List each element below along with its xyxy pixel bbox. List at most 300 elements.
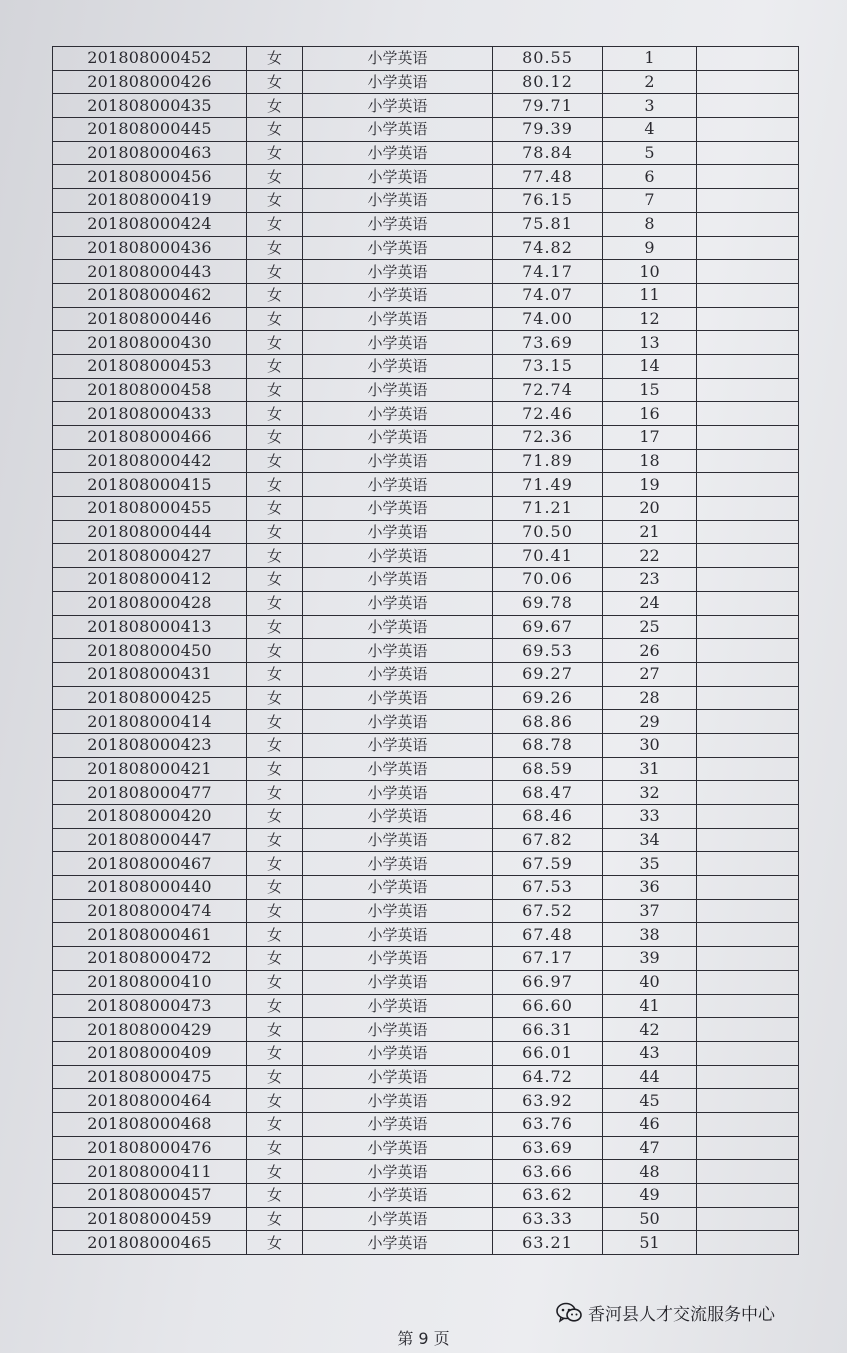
table-row [53, 544, 799, 568]
table-row [53, 568, 799, 592]
score-cell: 70.50 [493, 520, 603, 544]
table-row [53, 757, 799, 781]
remark-cell [697, 354, 799, 378]
table-row [53, 994, 799, 1018]
subject-cell: 小学英语 [303, 118, 493, 142]
subject-cell: 小学英语 [303, 994, 493, 1018]
table-row [53, 852, 799, 876]
score-cell: 74.00 [493, 307, 603, 331]
subject-cell: 小学英语 [303, 189, 493, 213]
rank-cell: 6 [603, 165, 697, 189]
rank-cell: 7 [603, 189, 697, 213]
gender-cell: 女 [247, 781, 303, 805]
rank-cell: 17 [603, 426, 697, 450]
candidate-id-cell: 201808000447 [53, 828, 247, 852]
subject-cell: 小学英语 [303, 1041, 493, 1065]
candidate-id-cell: 201808000463 [53, 141, 247, 165]
rank-cell: 11 [603, 283, 697, 307]
candidate-id-cell: 201808000465 [53, 1231, 247, 1255]
gender-cell: 女 [247, 876, 303, 900]
remark-cell [697, 1065, 799, 1089]
subject-cell: 小学英语 [303, 378, 493, 402]
gender-cell: 女 [247, 378, 303, 402]
table-row [53, 1041, 799, 1065]
subject-cell: 小学英语 [303, 354, 493, 378]
gender-cell: 女 [247, 1112, 303, 1136]
score-cell: 67.53 [493, 876, 603, 900]
remark-cell [697, 686, 799, 710]
table-row [53, 70, 799, 94]
remark-cell [697, 260, 799, 284]
table-row [53, 497, 799, 521]
rank-cell: 40 [603, 970, 697, 994]
candidate-id-cell: 201808000468 [53, 1112, 247, 1136]
table-row [53, 591, 799, 615]
subject-cell: 小学英语 [303, 970, 493, 994]
candidate-id-cell: 201808000472 [53, 947, 247, 971]
gender-cell: 女 [247, 615, 303, 639]
table-row [53, 1136, 799, 1160]
table-row [53, 354, 799, 378]
table-row [53, 662, 799, 686]
remark-cell [697, 615, 799, 639]
remark-cell [697, 1184, 799, 1208]
table-row [53, 378, 799, 402]
score-cell: 78.84 [493, 141, 603, 165]
gender-cell: 女 [247, 94, 303, 118]
gender-cell: 女 [247, 710, 303, 734]
rank-cell: 1 [603, 47, 697, 71]
remark-cell [697, 94, 799, 118]
table-row [53, 426, 799, 450]
remark-cell [697, 70, 799, 94]
gender-cell: 女 [247, 805, 303, 829]
score-cell: 71.89 [493, 449, 603, 473]
subject-cell: 小学英语 [303, 165, 493, 189]
remark-cell [697, 497, 799, 521]
table-row [53, 449, 799, 473]
rank-cell: 47 [603, 1136, 697, 1160]
remark-cell [697, 47, 799, 71]
table-row [53, 118, 799, 142]
gender-cell: 女 [247, 212, 303, 236]
remark-cell [697, 876, 799, 900]
gender-cell: 女 [247, 544, 303, 568]
rank-cell: 24 [603, 591, 697, 615]
gender-cell: 女 [247, 354, 303, 378]
rank-cell: 41 [603, 994, 697, 1018]
subject-cell: 小学英语 [303, 402, 493, 426]
candidate-id-cell: 201808000474 [53, 899, 247, 923]
gender-cell: 女 [247, 283, 303, 307]
rank-cell: 16 [603, 402, 697, 426]
subject-cell: 小学英语 [303, 710, 493, 734]
candidate-id-cell: 201808000426 [53, 70, 247, 94]
subject-cell: 小学英语 [303, 1112, 493, 1136]
candidate-id-cell: 201808000412 [53, 568, 247, 592]
rank-cell: 3 [603, 94, 697, 118]
remark-cell [697, 591, 799, 615]
gender-cell: 女 [247, 1231, 303, 1255]
table-row [53, 212, 799, 236]
score-cell: 77.48 [493, 165, 603, 189]
remark-cell [697, 947, 799, 971]
table-row [53, 94, 799, 118]
subject-cell: 小学英语 [303, 307, 493, 331]
table-row [53, 473, 799, 497]
remark-cell [697, 805, 799, 829]
subject-cell: 小学英语 [303, 781, 493, 805]
rank-cell: 28 [603, 686, 697, 710]
rank-cell: 22 [603, 544, 697, 568]
remark-cell [697, 1089, 799, 1113]
score-cell: 69.67 [493, 615, 603, 639]
candidate-id-cell: 201808000467 [53, 852, 247, 876]
rank-cell: 30 [603, 733, 697, 757]
score-cell: 74.82 [493, 236, 603, 260]
subject-cell: 小学英语 [303, 520, 493, 544]
subject-cell: 小学英语 [303, 828, 493, 852]
remark-cell [697, 189, 799, 213]
table-row [53, 876, 799, 900]
gender-cell: 女 [247, 568, 303, 592]
gender-cell: 女 [247, 1018, 303, 1042]
remark-cell [697, 781, 799, 805]
gender-cell: 女 [247, 426, 303, 450]
page-number: 第 9 页 [397, 1329, 450, 1348]
subject-cell: 小学英语 [303, 1065, 493, 1089]
subject-cell: 小学英语 [303, 947, 493, 971]
rank-cell: 9 [603, 236, 697, 260]
subject-cell: 小学英语 [303, 1089, 493, 1113]
remark-cell [697, 520, 799, 544]
rank-cell: 18 [603, 449, 697, 473]
gender-cell: 女 [247, 70, 303, 94]
score-cell: 68.59 [493, 757, 603, 781]
score-cell: 69.26 [493, 686, 603, 710]
gender-cell: 女 [247, 662, 303, 686]
candidate-id-cell: 201808000413 [53, 615, 247, 639]
candidate-id-cell: 201808000427 [53, 544, 247, 568]
gender-cell: 女 [247, 189, 303, 213]
score-cell: 68.46 [493, 805, 603, 829]
candidate-id-cell: 201808000428 [53, 591, 247, 615]
score-cell: 72.46 [493, 402, 603, 426]
score-cell: 71.21 [493, 497, 603, 521]
rank-cell: 43 [603, 1041, 697, 1065]
subject-cell: 小学英语 [303, 1018, 493, 1042]
candidate-id-cell: 201808000436 [53, 236, 247, 260]
gender-cell: 女 [247, 331, 303, 355]
remark-cell [697, 1136, 799, 1160]
subject-cell: 小学英语 [303, 805, 493, 829]
remark-cell [697, 1207, 799, 1231]
remark-cell [697, 1160, 799, 1184]
candidate-id-cell: 201808000429 [53, 1018, 247, 1042]
rank-cell: 42 [603, 1018, 697, 1042]
candidate-id-cell: 201808000433 [53, 402, 247, 426]
score-cell: 66.60 [493, 994, 603, 1018]
gender-cell: 女 [247, 923, 303, 947]
gender-cell: 女 [247, 733, 303, 757]
remark-cell [697, 449, 799, 473]
table-row [53, 260, 799, 284]
score-cell: 73.15 [493, 354, 603, 378]
subject-cell: 小学英语 [303, 852, 493, 876]
score-cell: 68.86 [493, 710, 603, 734]
candidate-id-cell: 201808000415 [53, 473, 247, 497]
table-row [53, 686, 799, 710]
subject-cell: 小学英语 [303, 686, 493, 710]
subject-cell: 小学英语 [303, 47, 493, 71]
gender-cell: 女 [247, 141, 303, 165]
table-row [53, 1065, 799, 1089]
subject-cell: 小学英语 [303, 639, 493, 663]
rank-cell: 10 [603, 260, 697, 284]
subject-cell: 小学英语 [303, 331, 493, 355]
score-cell: 63.69 [493, 1136, 603, 1160]
rank-cell: 14 [603, 354, 697, 378]
rank-cell: 49 [603, 1184, 697, 1208]
score-cell: 69.27 [493, 662, 603, 686]
gender-cell: 女 [247, 639, 303, 663]
candidate-id-cell: 201808000453 [53, 354, 247, 378]
rank-cell: 46 [603, 1112, 697, 1136]
score-cell: 69.53 [493, 639, 603, 663]
subject-cell: 小学英语 [303, 1231, 493, 1255]
gender-cell: 女 [247, 260, 303, 284]
score-cell: 67.52 [493, 899, 603, 923]
subject-cell: 小学英语 [303, 94, 493, 118]
candidate-id-cell: 201808000476 [53, 1136, 247, 1160]
candidate-id-cell: 201808000462 [53, 283, 247, 307]
candidate-id-cell: 201808000440 [53, 876, 247, 900]
gender-cell: 女 [247, 165, 303, 189]
candidate-id-cell: 201808000464 [53, 1089, 247, 1113]
publisher-watermark [556, 1300, 775, 1325]
score-cell: 71.49 [493, 473, 603, 497]
gender-cell: 女 [247, 449, 303, 473]
rank-cell: 38 [603, 923, 697, 947]
score-cell: 66.97 [493, 970, 603, 994]
table-row [53, 1207, 799, 1231]
remark-cell [697, 568, 799, 592]
score-cell: 67.59 [493, 852, 603, 876]
remark-cell [697, 426, 799, 450]
subject-cell: 小学英语 [303, 876, 493, 900]
rank-cell: 31 [603, 757, 697, 781]
subject-cell: 小学英语 [303, 615, 493, 639]
remark-cell [697, 473, 799, 497]
table-row [53, 899, 799, 923]
score-cell: 67.48 [493, 923, 603, 947]
remark-cell [697, 307, 799, 331]
gender-cell: 女 [247, 1184, 303, 1208]
remark-cell [697, 757, 799, 781]
subject-cell: 小学英语 [303, 260, 493, 284]
table-row [53, 828, 799, 852]
subject-cell: 小学英语 [303, 568, 493, 592]
rank-cell: 39 [603, 947, 697, 971]
gender-cell: 女 [247, 686, 303, 710]
remark-cell [697, 378, 799, 402]
table-row [53, 236, 799, 260]
table-row [53, 639, 799, 663]
gender-cell: 女 [247, 307, 303, 331]
subject-cell: 小学英语 [303, 212, 493, 236]
gender-cell: 女 [247, 402, 303, 426]
score-cell: 73.69 [493, 331, 603, 355]
table-row [53, 283, 799, 307]
rank-cell: 36 [603, 876, 697, 900]
score-cell: 66.01 [493, 1041, 603, 1065]
rank-cell: 50 [603, 1207, 697, 1231]
gender-cell: 女 [247, 828, 303, 852]
score-cell: 68.47 [493, 781, 603, 805]
candidate-id-cell: 201808000457 [53, 1184, 247, 1208]
table-row [53, 1112, 799, 1136]
candidate-id-cell: 201808000425 [53, 686, 247, 710]
candidate-id-cell: 201808000410 [53, 970, 247, 994]
gender-cell: 女 [247, 1207, 303, 1231]
score-cell: 74.17 [493, 260, 603, 284]
candidate-id-cell: 201808000458 [53, 378, 247, 402]
remark-cell [697, 402, 799, 426]
candidate-id-cell: 201808000431 [53, 662, 247, 686]
table-row [53, 520, 799, 544]
gender-cell: 女 [247, 47, 303, 71]
remark-cell [697, 141, 799, 165]
remark-cell [697, 710, 799, 734]
score-cell: 74.07 [493, 283, 603, 307]
rank-cell: 33 [603, 805, 697, 829]
subject-cell: 小学英语 [303, 497, 493, 521]
score-cell: 72.36 [493, 426, 603, 450]
table-row [53, 165, 799, 189]
table-row [53, 141, 799, 165]
score-cell: 70.06 [493, 568, 603, 592]
rank-cell: 34 [603, 828, 697, 852]
table-row [53, 947, 799, 971]
table-row [53, 615, 799, 639]
score-cell: 63.92 [493, 1089, 603, 1113]
candidate-id-cell: 201808000456 [53, 165, 247, 189]
rank-cell: 51 [603, 1231, 697, 1255]
subject-cell: 小学英语 [303, 733, 493, 757]
score-cell: 66.31 [493, 1018, 603, 1042]
gender-cell: 女 [247, 118, 303, 142]
gender-cell: 女 [247, 970, 303, 994]
subject-cell: 小学英语 [303, 662, 493, 686]
score-cell: 80.12 [493, 70, 603, 94]
candidate-id-cell: 201808000477 [53, 781, 247, 805]
gender-cell: 女 [247, 1160, 303, 1184]
subject-cell: 小学英语 [303, 1136, 493, 1160]
score-cell: 76.15 [493, 189, 603, 213]
gender-cell: 女 [247, 852, 303, 876]
candidate-id-cell: 201808000421 [53, 757, 247, 781]
subject-cell: 小学英语 [303, 544, 493, 568]
candidate-id-cell: 201808000435 [53, 94, 247, 118]
rank-cell: 19 [603, 473, 697, 497]
candidate-id-cell: 201808000430 [53, 331, 247, 355]
table-row [53, 781, 799, 805]
rank-cell: 20 [603, 497, 697, 521]
remark-cell [697, 1112, 799, 1136]
remark-cell [697, 899, 799, 923]
table-row [53, 189, 799, 213]
rank-cell: 44 [603, 1065, 697, 1089]
remark-cell [697, 733, 799, 757]
rank-cell: 21 [603, 520, 697, 544]
subject-cell: 小学英语 [303, 591, 493, 615]
rank-cell: 13 [603, 331, 697, 355]
candidate-id-cell: 201808000442 [53, 449, 247, 473]
rank-cell: 8 [603, 212, 697, 236]
subject-cell: 小学英语 [303, 1160, 493, 1184]
subject-cell: 小学英语 [303, 757, 493, 781]
subject-cell: 小学英语 [303, 923, 493, 947]
score-cell: 69.78 [493, 591, 603, 615]
candidate-id-cell: 201808000419 [53, 189, 247, 213]
remark-cell [697, 828, 799, 852]
rank-cell: 27 [603, 662, 697, 686]
rank-cell: 4 [603, 118, 697, 142]
score-table-container [52, 46, 798, 1255]
remark-cell [697, 283, 799, 307]
gender-cell: 女 [247, 1089, 303, 1113]
score-table [52, 46, 799, 1255]
gender-cell: 女 [247, 591, 303, 615]
gender-cell: 女 [247, 757, 303, 781]
gender-cell: 女 [247, 1136, 303, 1160]
remark-cell [697, 236, 799, 260]
table-row [53, 1018, 799, 1042]
score-cell: 79.39 [493, 118, 603, 142]
gender-cell: 女 [247, 947, 303, 971]
remark-cell [697, 1231, 799, 1255]
gender-cell: 女 [247, 994, 303, 1018]
candidate-id-cell: 201808000466 [53, 426, 247, 450]
rank-cell: 23 [603, 568, 697, 592]
candidate-id-cell: 201808000446 [53, 307, 247, 331]
publisher-name: 香河县人才交流服务中心 [588, 1305, 775, 1325]
rank-cell: 12 [603, 307, 697, 331]
remark-cell [697, 118, 799, 142]
table-row [53, 970, 799, 994]
rank-cell: 48 [603, 1160, 697, 1184]
score-cell: 63.33 [493, 1207, 603, 1231]
subject-cell: 小学英语 [303, 1184, 493, 1208]
score-cell: 70.41 [493, 544, 603, 568]
remark-cell [697, 639, 799, 663]
subject-cell: 小学英语 [303, 236, 493, 260]
score-cell: 63.62 [493, 1184, 603, 1208]
score-cell: 64.72 [493, 1065, 603, 1089]
remark-cell [697, 1041, 799, 1065]
table-row [53, 710, 799, 734]
table-row [53, 1231, 799, 1255]
subject-cell: 小学英语 [303, 449, 493, 473]
remark-cell [697, 1018, 799, 1042]
gender-cell: 女 [247, 520, 303, 544]
remark-cell [697, 852, 799, 876]
table-row [53, 1184, 799, 1208]
remark-cell [697, 662, 799, 686]
score-table-body [53, 47, 799, 1255]
remark-cell [697, 165, 799, 189]
subject-cell: 小学英语 [303, 141, 493, 165]
